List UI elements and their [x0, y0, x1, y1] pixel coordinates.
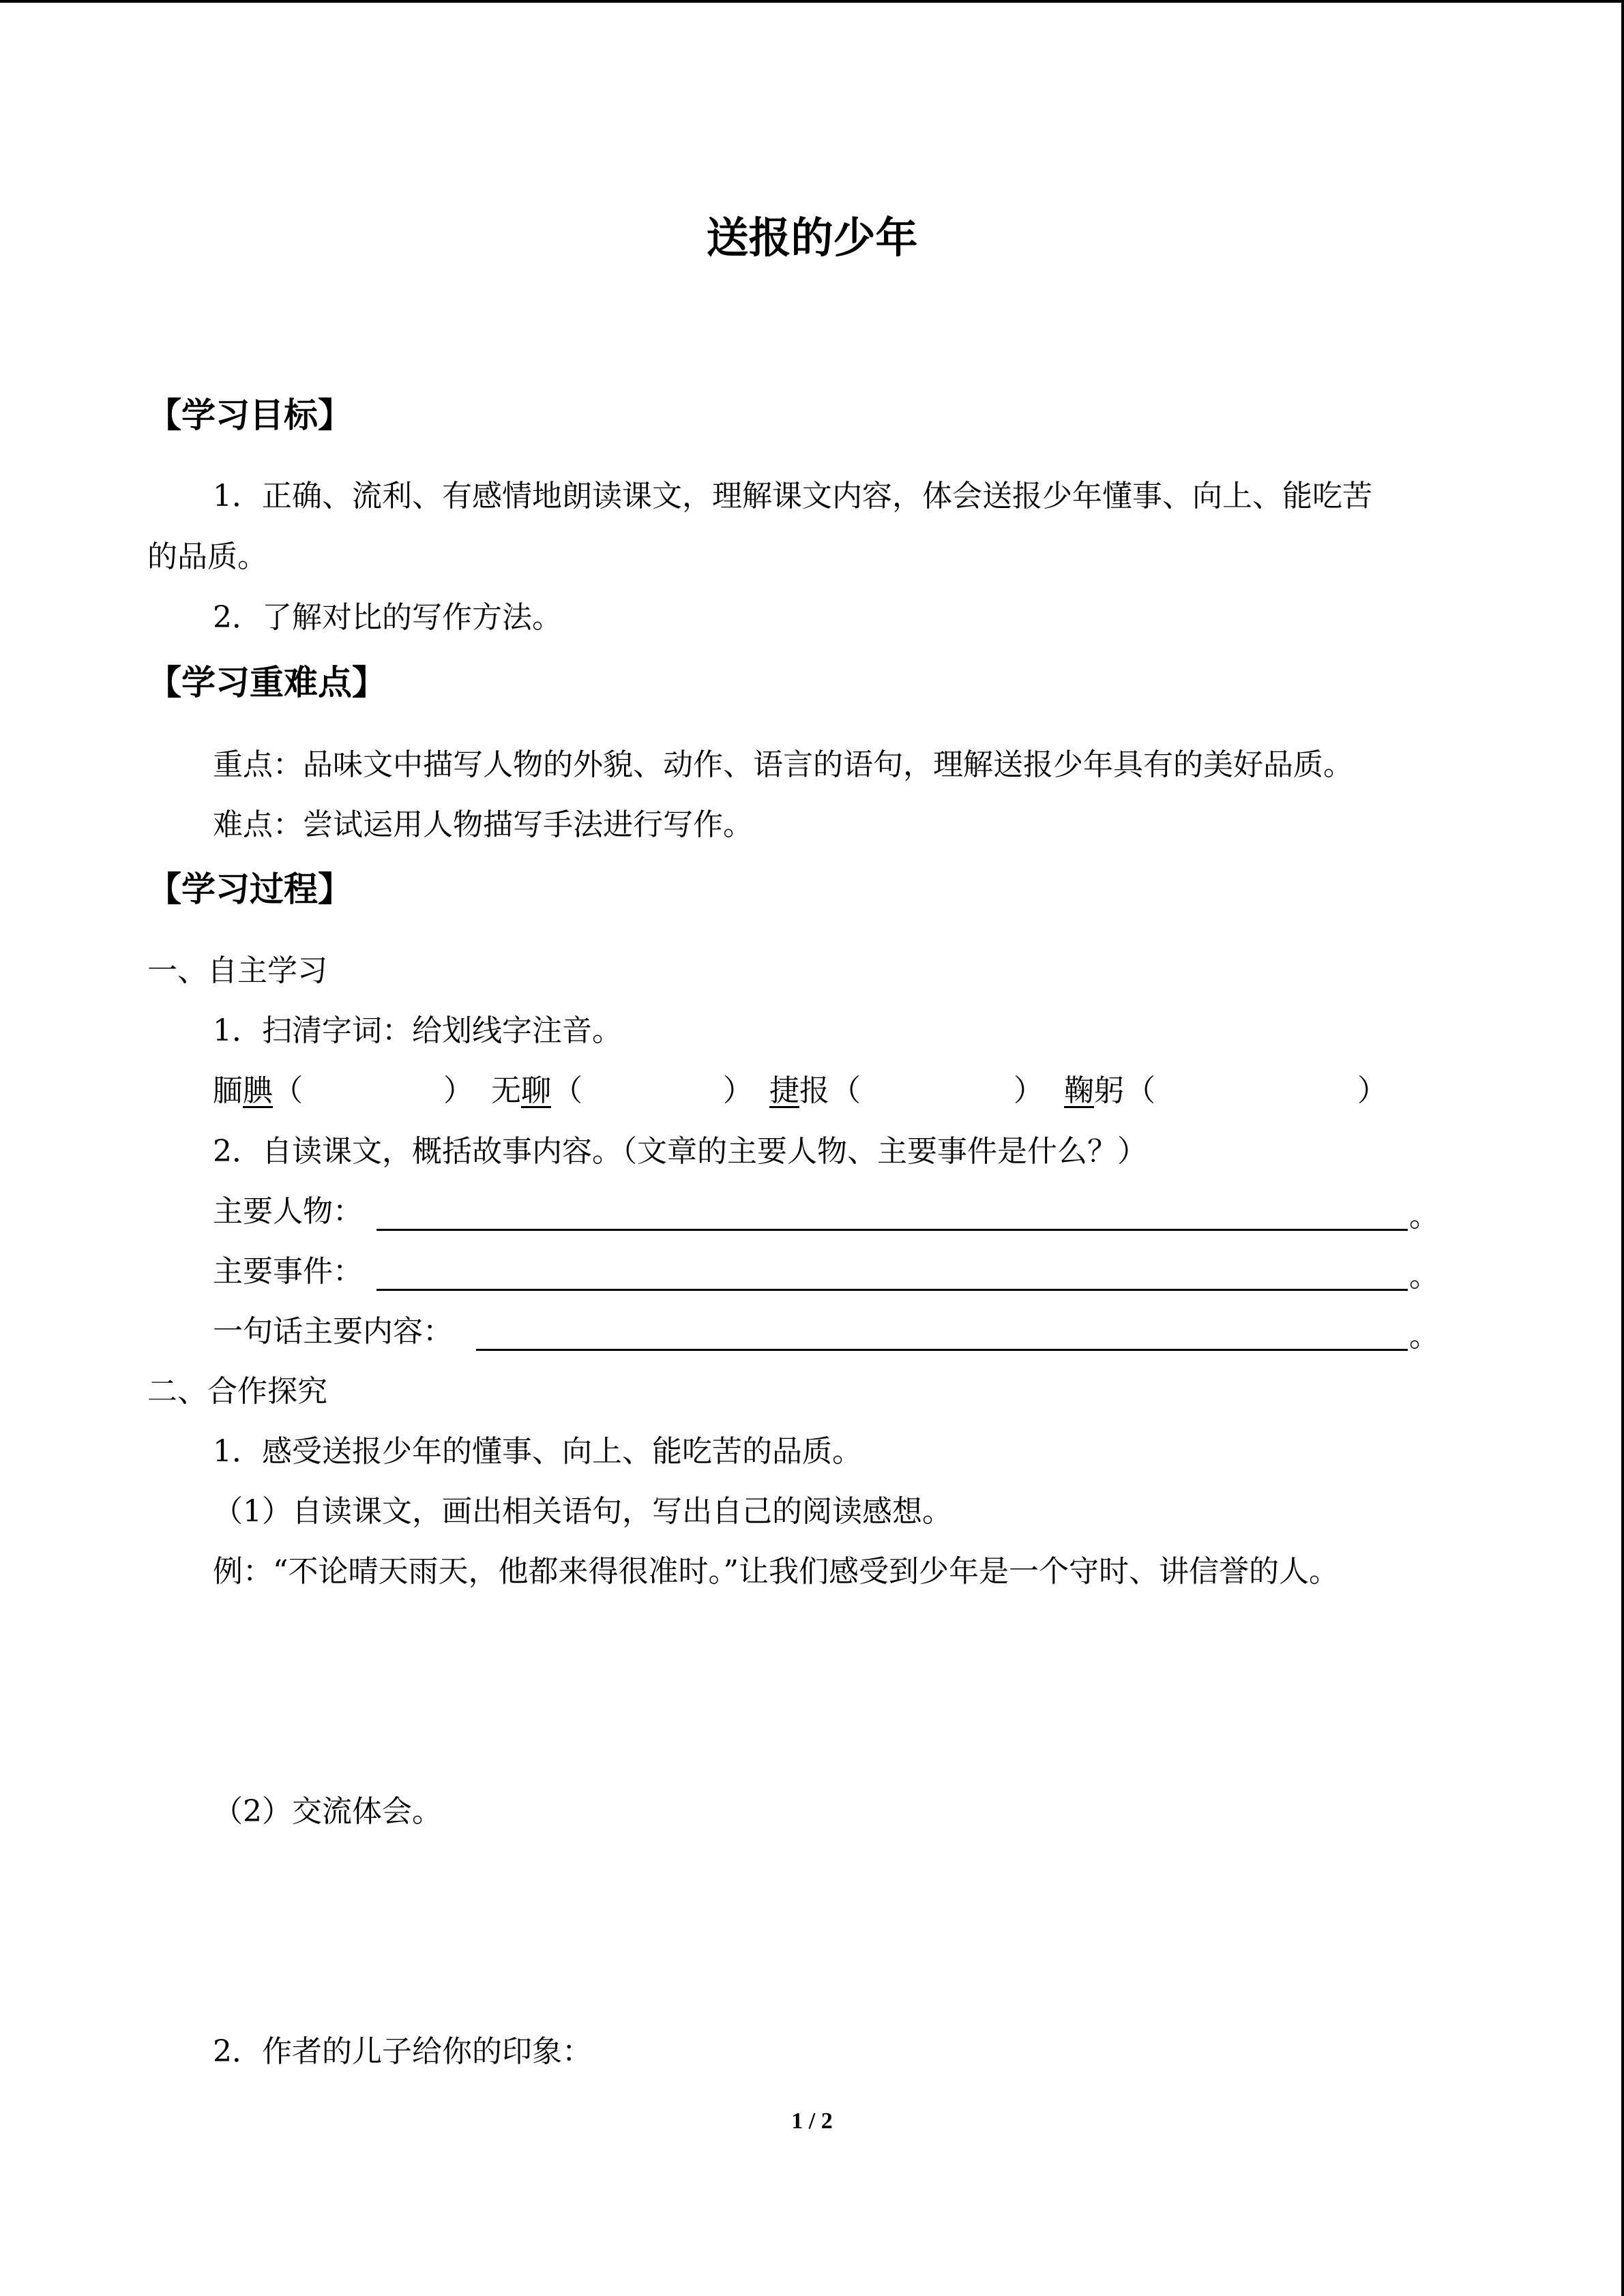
key-point: 重点：品味文中描写人物的外貌、动作、语言的语句，理解送报少年具有的美好品质。 — [213, 747, 1353, 782]
vocab-blank-4-open: （ — [1125, 1073, 1155, 1108]
vocab-word-2: 无聊 — [491, 1073, 551, 1108]
page-number: 1 / 2 — [791, 2108, 833, 2134]
period-3: 。 — [1409, 1319, 1439, 1354]
goal-1-continued: 的品质。 — [147, 539, 267, 574]
difficult-point: 难点：尝试运用人物描写手法进行写作。 — [213, 807, 753, 842]
part2-heading: 二、合作探究 — [147, 1374, 327, 1409]
section-heading-key-points: 【学习重难点】 — [147, 663, 386, 702]
field-label-summary: 一句话主要内容： — [213, 1314, 453, 1349]
section-heading-process: 【学习过程】 — [147, 869, 352, 909]
part1-heading: 一、自主学习 — [147, 953, 327, 988]
example-sentence: 例：“不论晴天雨天，他都来得很准时。”让我们感受到少年是一个守时、讲信誉的人。 — [213, 1554, 1339, 1589]
blank-main-event[interactable] — [377, 1289, 1408, 1291]
vocab-word-1: 腼腆 — [213, 1073, 273, 1108]
page-title: 送报的少年 — [706, 213, 918, 263]
vocab-word-3: 捷报 — [769, 1073, 829, 1108]
quality-question: 1．感受送报少年的懂事、向上、能吃苦的品质。 — [213, 1434, 862, 1469]
subtask-2: （2）交流体会。 — [213, 1794, 442, 1829]
vocab-blank-3-close: ） — [1014, 1073, 1044, 1108]
subtask-1: （1）自读课文，画出相关语句，写出自己的阅读感想。 — [213, 1494, 952, 1529]
period-2: 。 — [1409, 1259, 1439, 1294]
blank-summary[interactable] — [476, 1349, 1408, 1351]
vocab-blank-3-open: （ — [831, 1073, 861, 1108]
section-heading-goals: 【学习目标】 — [147, 396, 352, 435]
vocab-blank-1-open: （ — [273, 1073, 303, 1108]
vocab-blank-2-open: （ — [552, 1073, 582, 1108]
blank-main-character[interactable] — [377, 1229, 1408, 1231]
field-label-main-event: 主要事件： — [213, 1254, 363, 1289]
goal-2: 2．了解对比的写作方法。 — [213, 600, 562, 635]
vocab-blank-1-close: ） — [443, 1073, 473, 1108]
impression-question: 2．作者的儿子给你的印象： — [213, 2034, 592, 2069]
vocab-question: 1．扫清字词：给划线字注音。 — [213, 1013, 622, 1048]
vocab-blank-2-close: ） — [723, 1073, 753, 1108]
field-label-main-character: 主要人物： — [213, 1194, 363, 1229]
vocab-blank-4-close: ） — [1357, 1073, 1387, 1108]
period-1: 。 — [1409, 1199, 1439, 1234]
goal-1: 1．正确、流利、有感情地朗读课文，理解课文内容，体会送报少年懂事、向上、能吃苦 — [213, 479, 1372, 513]
summary-question: 2．自读课文，概括故事内容。（文章的主要人物、主要事件是什么？） — [213, 1134, 1147, 1169]
vocab-word-4: 鞠躬 — [1064, 1073, 1124, 1108]
